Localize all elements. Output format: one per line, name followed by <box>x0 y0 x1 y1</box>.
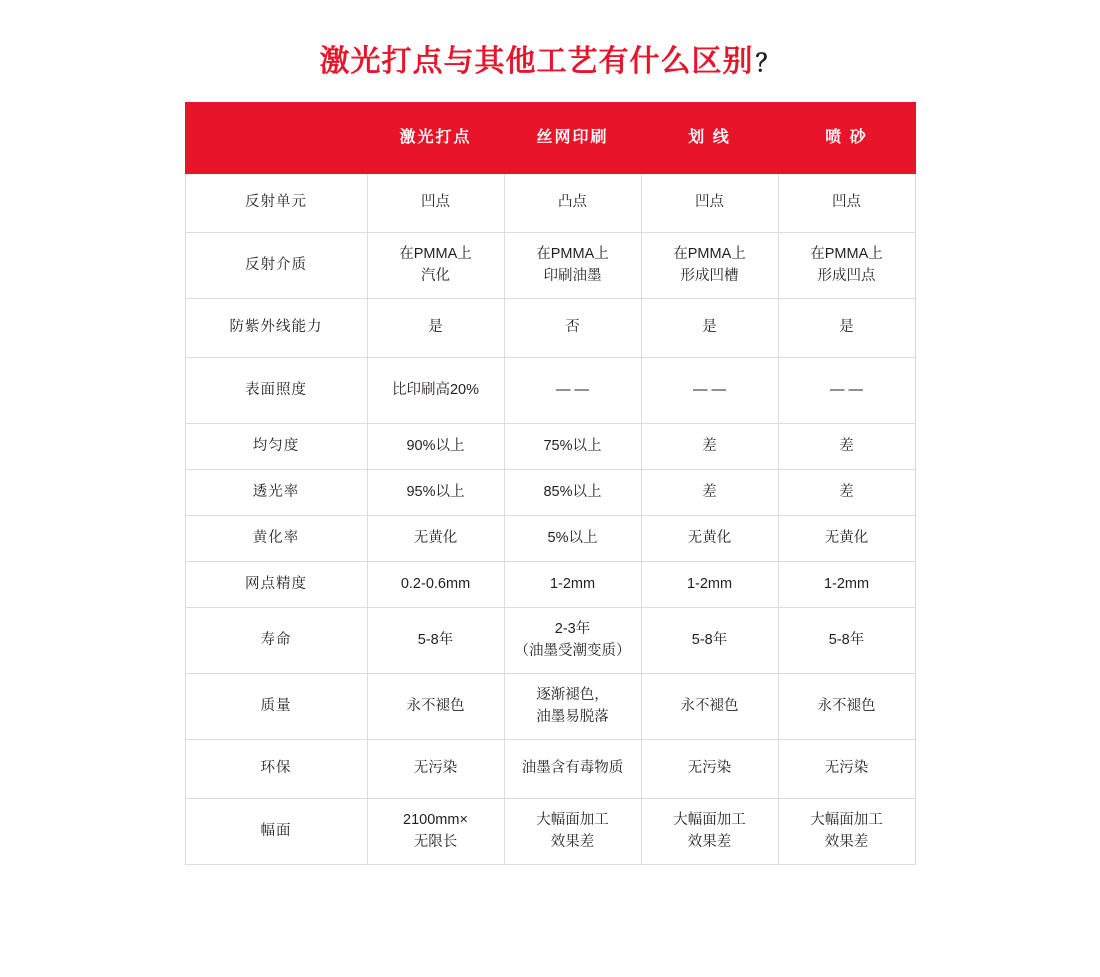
table-cell <box>367 233 504 299</box>
table-cell <box>504 516 641 562</box>
table-cell <box>778 608 915 674</box>
table-cell <box>367 470 504 516</box>
table-cell-line: 无污染 <box>687 760 732 777</box>
table-cell <box>641 799 778 865</box>
table-cell-line: 效果差 <box>824 833 869 850</box>
table-cell-line: 90%以上 <box>406 437 465 454</box>
table-cell-line: 无污染 <box>824 760 869 777</box>
table-cell-content <box>372 380 500 401</box>
table-cell-content <box>783 380 911 401</box>
table-cell-content <box>646 574 774 595</box>
table-cell-content <box>783 436 911 457</box>
table-cell-line: 凹点 <box>421 194 450 211</box>
table-row <box>185 608 915 674</box>
table-row-label: 黄化率 <box>185 516 367 562</box>
table-cell <box>641 740 778 799</box>
table-cell <box>367 562 504 608</box>
table-row <box>185 674 915 740</box>
table-cell-content <box>646 482 774 503</box>
table-cell-content <box>783 696 911 717</box>
table-cell-content <box>509 810 637 852</box>
table-cell-content <box>372 192 500 213</box>
table-row-label: 反射单元 <box>185 174 367 233</box>
table-cell-content <box>646 317 774 338</box>
table-header-cell-scribing: 划 线 <box>641 103 778 174</box>
table-cell-content <box>646 244 774 286</box>
table-cell-content <box>646 436 774 457</box>
table-cell <box>504 299 641 358</box>
table-cell <box>504 358 641 424</box>
table-cell <box>778 674 915 740</box>
table-cell-line: 无限长 <box>413 833 458 850</box>
table-cell-line: 差 <box>702 437 717 454</box>
table-cell <box>641 516 778 562</box>
table-cell-line: 永不褪色 <box>817 697 876 714</box>
table-cell-line: 永不褪色 <box>680 697 739 714</box>
table-cell-content <box>509 436 637 457</box>
table-cell-line: 0.2-0.6mm <box>400 575 471 592</box>
table-cell-line: 凸点 <box>558 194 587 211</box>
table-cell-content <box>783 758 911 779</box>
table-cell-content <box>372 317 500 338</box>
table-cell <box>778 470 915 516</box>
table-cell-line: 1-2mm <box>549 575 596 592</box>
table-cell <box>367 799 504 865</box>
table-cell-line: 在PMMA上 <box>810 246 883 263</box>
table-cell-content <box>372 758 500 779</box>
table-cell <box>504 799 641 865</box>
table-cell-line: 无污染 <box>413 760 458 777</box>
table-row-label: 环保 <box>185 740 367 799</box>
table-cell-content <box>509 685 637 727</box>
table-cell-content <box>509 482 637 503</box>
table-cell-content <box>646 630 774 651</box>
table-cell-content <box>372 528 500 549</box>
table-header-cell-sandblast: 喷 砂 <box>778 103 915 174</box>
table-cell <box>367 174 504 233</box>
table-cell-line: 2100mm× <box>403 812 468 829</box>
table-cell <box>641 233 778 299</box>
table-cell-line: 大幅面加工 <box>536 812 609 829</box>
table-cell <box>778 233 915 299</box>
table-row-label: 反射介质 <box>185 233 367 299</box>
table-body <box>185 174 915 865</box>
table-cell-line: 形成凹点 <box>817 267 876 284</box>
table-cell-content <box>783 810 911 852</box>
table-cell-line: 否 <box>565 319 580 336</box>
table-cell-content <box>783 528 911 549</box>
table-cell-line: 5%以上 <box>547 529 598 546</box>
table-cell-content <box>509 244 637 286</box>
table-row <box>185 470 915 516</box>
table-cell-line: 大幅面加工 <box>810 812 883 829</box>
table-cell-line: 75%以上 <box>543 437 602 454</box>
table-cell-line: 无黄化 <box>413 529 458 546</box>
table-cell <box>778 424 915 470</box>
table-cell <box>778 562 915 608</box>
table-cell-content <box>372 244 500 286</box>
table-cell <box>504 424 641 470</box>
table-cell-line: 1-2mm <box>686 575 733 592</box>
table-cell-line: 差 <box>839 437 854 454</box>
table-cell-content <box>646 192 774 213</box>
table-cell-line: 大幅面加工 <box>673 812 746 829</box>
table-cell-content <box>509 317 637 338</box>
table-row-label: 质量 <box>185 674 367 740</box>
table-row-label: 幅面 <box>185 799 367 865</box>
table-cell-content <box>783 482 911 503</box>
table-cell-line: — — <box>555 381 590 398</box>
table-cell-line: 永不褪色 <box>406 697 465 714</box>
comparison-table <box>185 102 916 865</box>
table-cell <box>641 608 778 674</box>
table-row <box>185 358 915 424</box>
table-cell-line: 汽化 <box>421 267 450 284</box>
table-cell <box>367 608 504 674</box>
table-cell-line: 油墨易脱落 <box>536 708 609 725</box>
table-cell <box>641 674 778 740</box>
table-header <box>185 103 915 174</box>
table-cell <box>504 233 641 299</box>
table-cell-content <box>372 630 500 651</box>
table-cell-line: 5-8年 <box>691 631 728 648</box>
table-row <box>185 516 915 562</box>
table-cell <box>778 516 915 562</box>
table-cell-line: 是 <box>839 319 854 336</box>
table-cell-line: 印刷油墨 <box>543 267 602 284</box>
table-cell <box>778 799 915 865</box>
table-cell <box>504 470 641 516</box>
table-cell-line: — — <box>692 381 727 398</box>
table-cell-content <box>509 758 637 779</box>
table-cell <box>778 740 915 799</box>
table-row <box>185 562 915 608</box>
table-cell-content <box>372 810 500 852</box>
page-title-question-mark: ？ <box>755 50 781 77</box>
table-cell-content <box>646 810 774 852</box>
page-title <box>320 36 781 80</box>
table-cell-line: 凹点 <box>832 194 861 211</box>
table-cell <box>367 740 504 799</box>
table-cell-line: 差 <box>839 483 854 500</box>
table-cell-content <box>646 380 774 401</box>
table-row-label: 网点精度 <box>185 562 367 608</box>
table-cell <box>778 358 915 424</box>
table-cell-content <box>372 436 500 457</box>
table-cell <box>367 674 504 740</box>
table-row-label: 透光率 <box>185 470 367 516</box>
table-cell-content <box>783 317 911 338</box>
table-cell-line: 95%以上 <box>406 483 465 500</box>
table-cell-content <box>372 696 500 717</box>
table-cell-content <box>783 574 911 595</box>
table-cell-line: 1-2mm <box>823 575 870 592</box>
table-cell <box>641 562 778 608</box>
table-cell-line: 在PMMA上 <box>673 246 746 263</box>
table-cell-content <box>509 528 637 549</box>
table-cell-line: 逐渐褪色， <box>536 687 609 704</box>
table-cell-line: 效果差 <box>687 833 732 850</box>
table-cell <box>641 358 778 424</box>
table-cell <box>504 674 641 740</box>
table-cell-line: 无黄化 <box>824 529 869 546</box>
table-cell-content <box>509 619 637 661</box>
table-cell-content <box>509 192 637 213</box>
table-cell-content <box>372 482 500 503</box>
table-cell <box>641 299 778 358</box>
table-row <box>185 740 915 799</box>
table-cell-content <box>372 574 500 595</box>
page-title-text: 激光打点与其他工艺有什么区别 <box>319 45 754 78</box>
table-row <box>185 799 915 865</box>
table-row-label: 均匀度 <box>185 424 367 470</box>
table-cell <box>367 516 504 562</box>
table-header-cell-blank <box>185 103 367 174</box>
table-cell-content <box>783 630 911 651</box>
table-cell-line: 在PMMA上 <box>399 246 472 263</box>
table-cell-line: 凹点 <box>695 194 724 211</box>
table-row <box>185 424 915 470</box>
table-cell-line: 5-8年 <box>417 631 454 648</box>
table-cell-line: 油墨含有毒物质 <box>521 760 624 777</box>
table-cell <box>504 740 641 799</box>
table-cell-line: 5-8年 <box>828 631 865 648</box>
table-row-label: 防紫外线能力 <box>185 299 367 358</box>
table-cell <box>504 562 641 608</box>
table-cell-line: 是 <box>428 319 443 336</box>
table-cell-line: （油墨受潮变质） <box>514 642 631 659</box>
table-row-label: 寿命 <box>185 608 367 674</box>
table-cell-content <box>646 758 774 779</box>
table-cell-line: 效果差 <box>550 833 595 850</box>
table-cell-content <box>783 192 911 213</box>
table-cell-line: 2-3年 <box>554 621 591 638</box>
table-cell-line: 在PMMA上 <box>536 246 609 263</box>
table-row <box>185 174 915 233</box>
table-cell-content <box>646 528 774 549</box>
table-header-cell-laser: 激光打点 <box>367 103 504 174</box>
table-cell <box>641 174 778 233</box>
table-cell-content <box>509 574 637 595</box>
table-cell <box>367 424 504 470</box>
table-header-cell-screenprint: 丝网印刷 <box>504 103 641 174</box>
table-cell-line: 比印刷高20% <box>391 381 480 398</box>
table-cell-line: — — <box>829 381 864 398</box>
table-cell <box>778 299 915 358</box>
table-cell <box>504 174 641 233</box>
table-cell <box>367 358 504 424</box>
table-cell-line: 形成凹槽 <box>680 267 739 284</box>
table-row <box>185 233 915 299</box>
table-cell-content <box>509 380 637 401</box>
table-cell-line: 85%以上 <box>543 483 602 500</box>
table-cell-content <box>783 244 911 286</box>
table-cell <box>367 299 504 358</box>
table-row-label: 表面照度 <box>185 358 367 424</box>
table-cell-line: 是 <box>702 319 717 336</box>
table-cell-line: 差 <box>702 483 717 500</box>
table-row <box>185 299 915 358</box>
table-cell-content <box>646 696 774 717</box>
table-cell <box>641 424 778 470</box>
table-header-row <box>185 103 915 174</box>
table-cell <box>641 470 778 516</box>
table-cell-line: 无黄化 <box>687 529 732 546</box>
table-cell <box>504 608 641 674</box>
table-cell <box>778 174 915 233</box>
